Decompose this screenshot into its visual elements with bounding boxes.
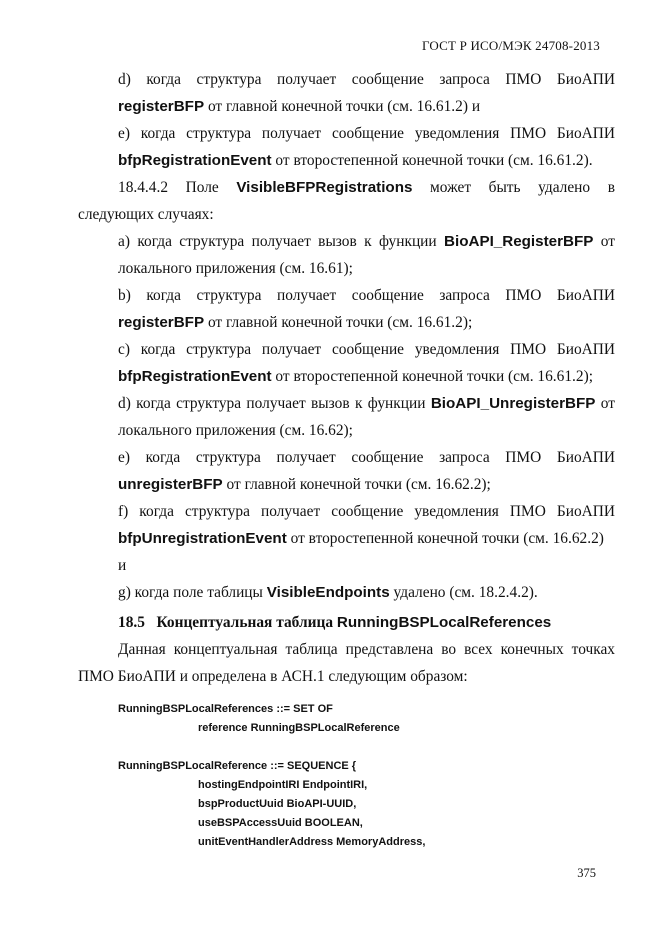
list-d-line1: d) когда структура получает вызов к функции BioAPI_UnregisterBFP от [118, 395, 615, 412]
term-bioapi-unregisterbfp: BioAPI_UnregisterBFP [430, 395, 596, 412]
item-d-line1: d) когда структура получает сообщение запроса ПМО БиоАПИ [118, 71, 615, 88]
para-intro-line2: ПМО БиоАПИ и определена в АСН.1 следующим образом: [78, 668, 468, 685]
term-registerbfp: registerBFP [118, 314, 205, 331]
asn1-code-block [118, 700, 425, 852]
code-line: bspProductUuid BioAPI-UUID, [198, 798, 357, 810]
term-bfpunregistrationevent: bfpUnregistrationEvent [118, 530, 287, 547]
list-f-line1: f) когда структура получает сообщение уведомления ПМО БиоАПИ [118, 503, 615, 520]
list-b-line2: registerBFP от главной конечной точки (см. 16.61.2); [118, 314, 473, 331]
para-intro-line1: Данная концептуальная таблица представлена во всех конечных точках [118, 641, 615, 658]
code-line: RunningBSPLocalReferences ::= SET OF [118, 703, 333, 715]
clause-18-4-4-2-line1: 18.4.4.2 Поле VisibleBFPRegistrations может быть удалено в [118, 179, 615, 196]
list-e-line1: e) когда структура получает сообщение запроса ПМО БиоАПИ [118, 449, 615, 466]
term-visiblebfpregistrations: VisibleBFPRegistrations [236, 179, 413, 196]
list-b-line1: b) когда структура получает сообщение запроса ПМО БиоАПИ [118, 287, 615, 304]
term-visibleendpoints: VisibleEndpoints [266, 584, 390, 601]
clause-18-4-4-2-line2: следующих случаях: [78, 206, 214, 223]
page-number: 375 [577, 866, 596, 880]
list-e-line2: unregisterBFP от главной конечной точки (см. 16.62.2); [118, 476, 491, 493]
item-d-line2: registerBFP от главной конечной точки (см. 16.61.2) и [118, 98, 481, 115]
list-a-line1: a) когда структура получает вызов к функции BioAPI_RegisterBFP от [118, 233, 615, 250]
list-a-line2: локального приложения (см. 16.61); [118, 260, 353, 277]
standard-header: ГОСТ Р ИСО/МЭК 24708-2013 [421, 38, 600, 53]
code-line: useBSPAccessUuid BOOLEAN, [198, 817, 363, 829]
term-bfpregistrationevent: bfpRegistrationEvent [118, 368, 272, 385]
list-g-line: g) когда поле таблицы VisibleEndpoints удалено (см. 18.2.4.2). [118, 584, 538, 601]
term-runningbsplocalreferences: RunningBSPLocalReferences [336, 614, 552, 631]
section-heading-18-5 [78, 609, 615, 636]
body-text [78, 66, 615, 690]
term-registerbfp: registerBFP [118, 98, 205, 115]
list-c-line1: c) когда структура получает сообщение уведомления ПМО БиоАПИ [118, 341, 615, 358]
code-line: unitEventHandlerAddress MemoryAddress, [198, 836, 426, 848]
code-line: reference RunningBSPLocalReference [198, 722, 400, 734]
term-bioapi-registerbfp: BioAPI_RegisterBFP [444, 233, 594, 250]
list-c-line2: bfpRegistrationEvent от второстепенной конечной точки (см. 16.61.2); [118, 368, 593, 385]
item-e-line2: bfpRegistrationEvent от второстепенной конечной точки (см. 16.61.2). [118, 152, 593, 169]
term-unregisterbfp: unregisterBFP [118, 476, 223, 493]
item-e-line1: e) когда структура получает сообщение уведомления ПМО БиоАПИ [118, 125, 615, 142]
code-blank-line [118, 738, 425, 757]
section-title: Концептуальная таблица [156, 614, 337, 631]
section-number: 18.5 [118, 614, 145, 631]
code-line: RunningBSPLocalReference ::= SEQUENCE { [118, 760, 357, 772]
list-d-line2: локального приложения (см. 16.62); [118, 422, 353, 439]
list-f-line2: bfpUnregistrationEvent от второстепенной конечной точки (см. 16.62.2) [118, 530, 604, 547]
term-bfpregistrationevent: bfpRegistrationEvent [118, 152, 272, 169]
code-line: hostingEndpointIRI EndpointIRI, [198, 779, 368, 791]
list-f-line3: и [118, 557, 127, 574]
